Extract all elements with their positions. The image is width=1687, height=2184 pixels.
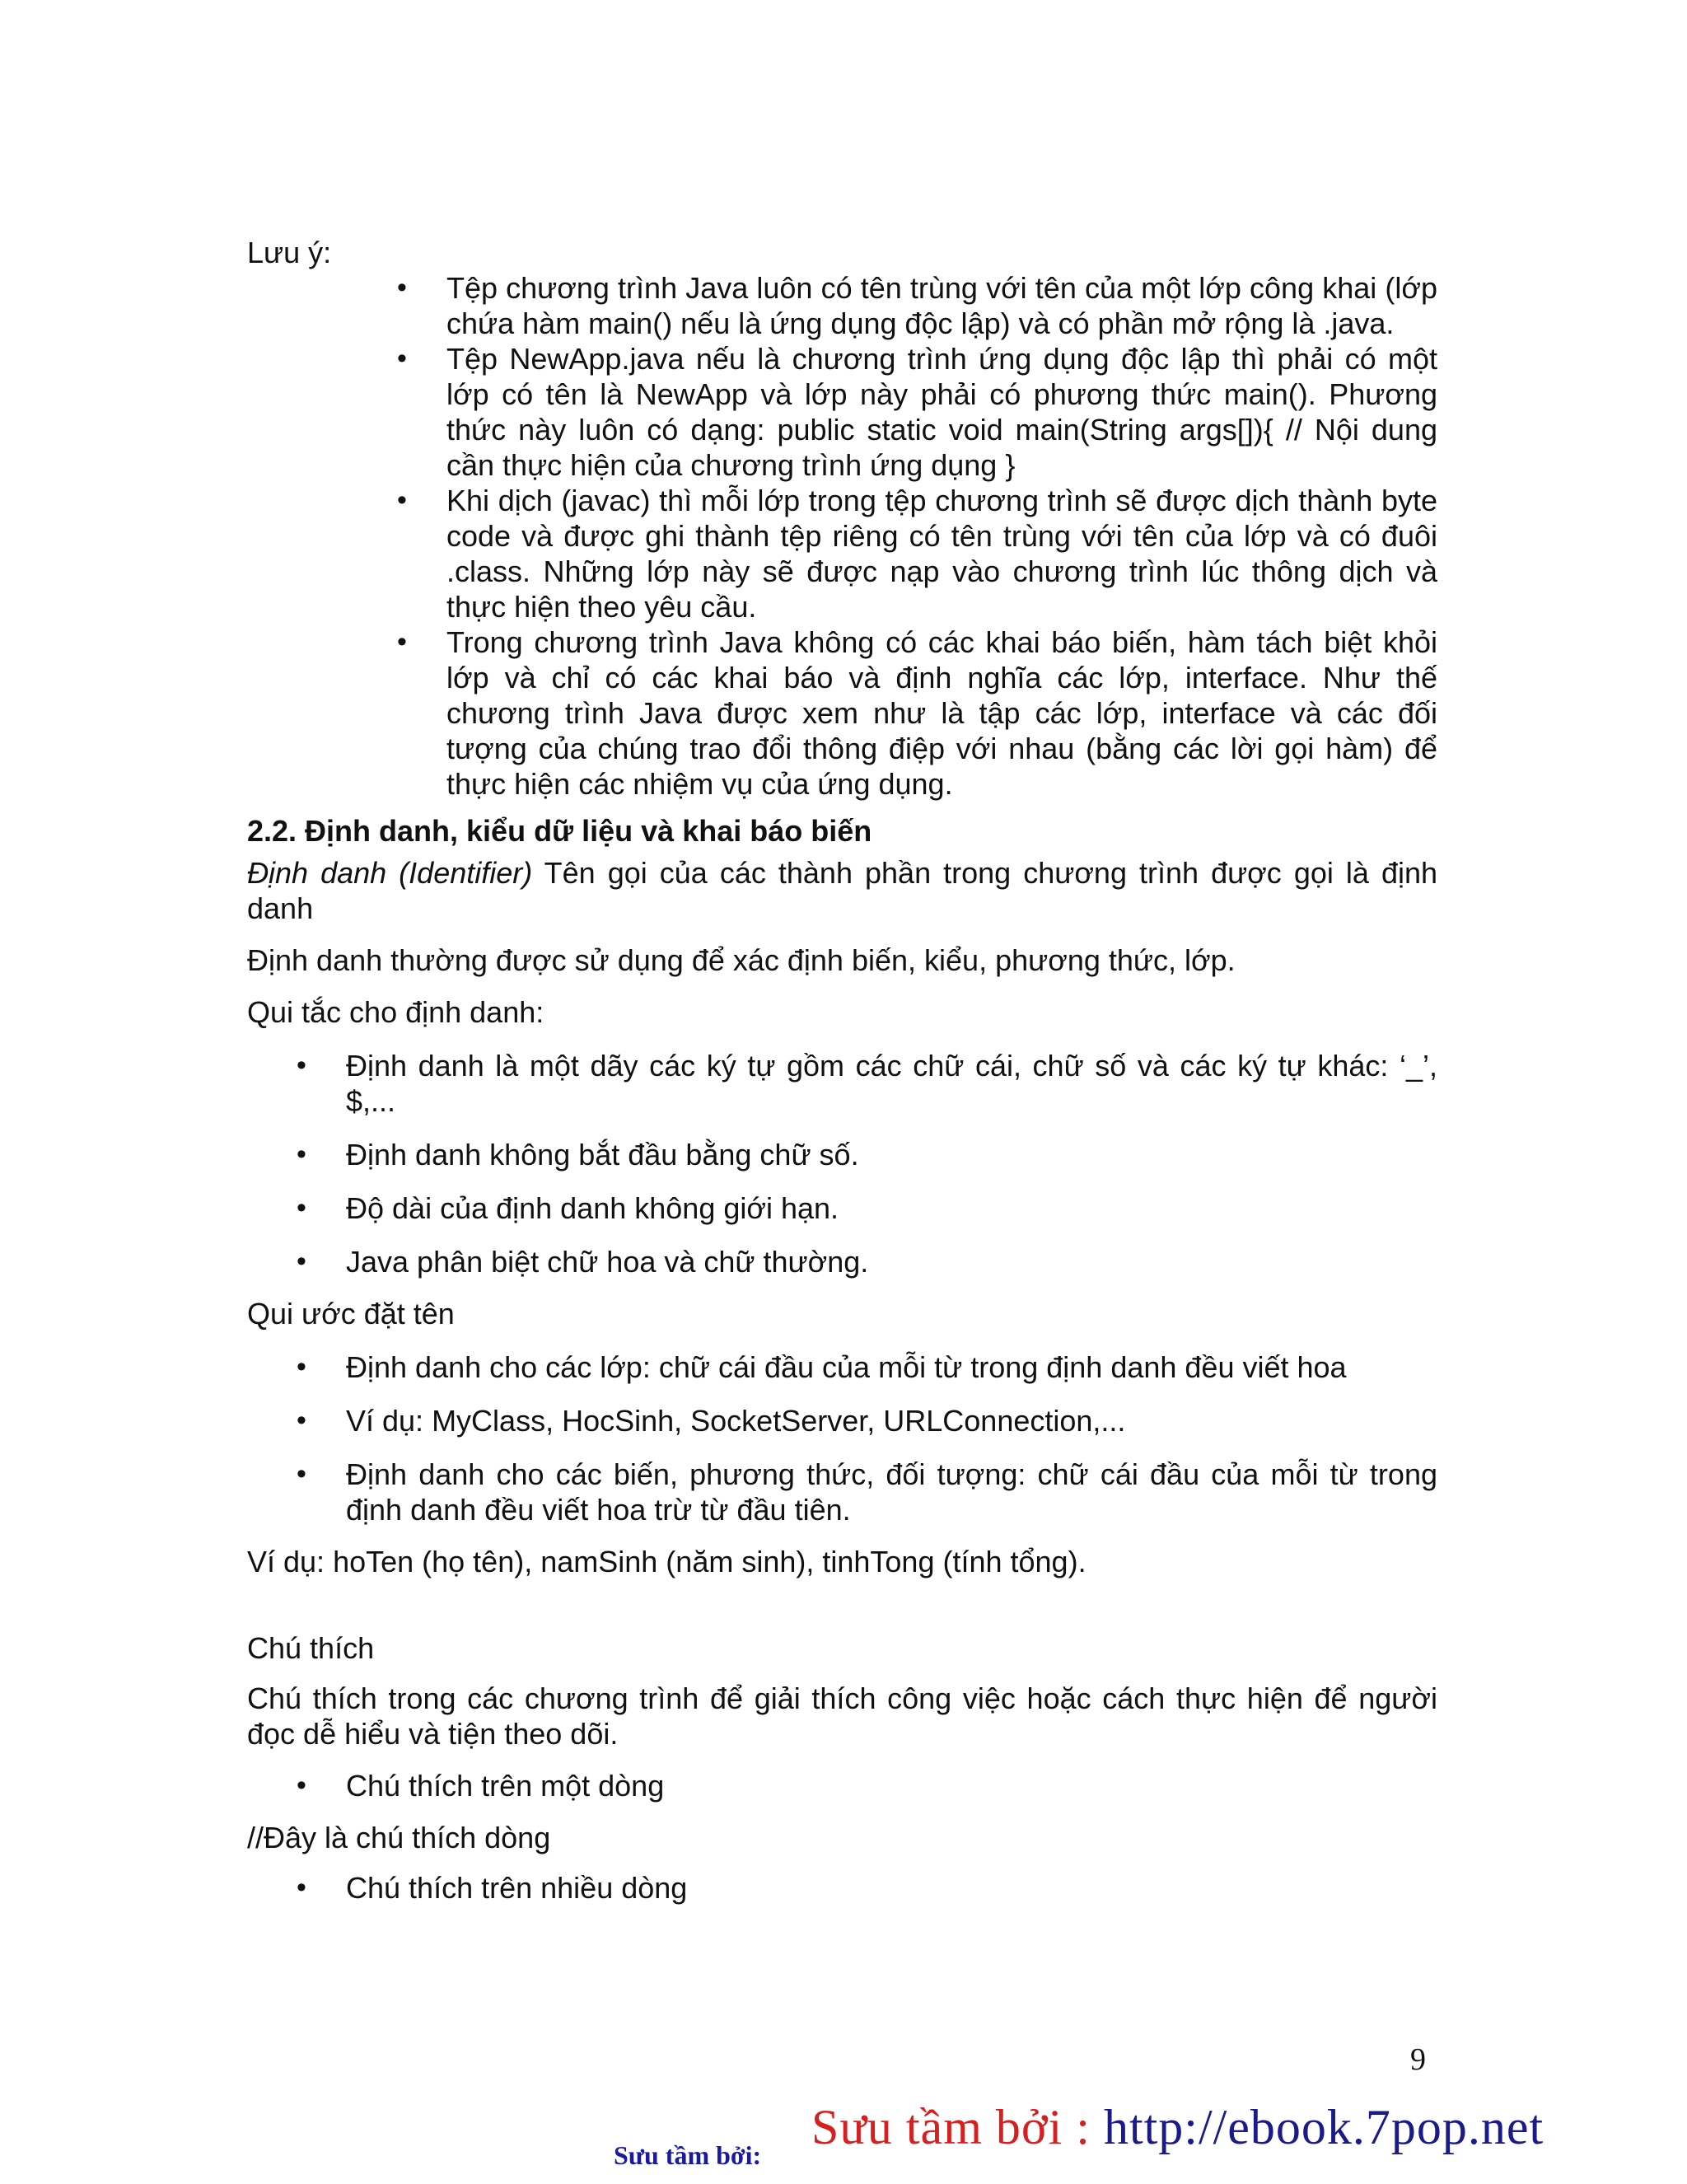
section-heading: 2.2. Định danh, kiểu dữ liệu và khai báo biến	[247, 814, 872, 848]
comment-single-example: //Đây là chú thích dòng	[247, 1821, 551, 1854]
bullet-icon: •	[397, 484, 407, 516]
list-item: • Java phân biệt chữ hoa và chữ thường.	[297, 1245, 869, 1279]
identifier-definition	[247, 855, 1437, 926]
page-number: 9	[1410, 2042, 1426, 2077]
comment-description: Chú thích trong các chương trình để giải thích công việc hoặc cách thực hiện để người đọc dễ hiểu và tiện theo dõi.	[247, 1681, 1437, 1751]
list-item: • Tệp NewApp.java nếu là chương trình ứng dụng độc lập thì phải có một lớp có tên là NewApp và lớp này phải có phương thức main(). Phương thức này luôn có dạng: public static void main(String args[]){ // Nội dung cần thực hiện của chương trình ứng dụng }	[397, 342, 1437, 482]
comment-multi-list	[247, 1870, 1437, 1906]
note-title: Lưu ý:	[247, 236, 332, 269]
bullet-icon: •	[297, 1770, 306, 1801]
bullet-icon: •	[397, 626, 407, 657]
list-item: • Chú thích trên một dòng	[297, 1769, 665, 1803]
identifier-definition-text: Tên gọi của các thành phần trong chương trình được gọi là định danh	[247, 856, 1438, 925]
naming-list	[247, 1349, 1437, 1527]
bullet-icon: •	[297, 1405, 306, 1436]
list-item: • Độ dài của định danh không giới hạn.	[297, 1191, 839, 1225]
bullet-icon: •	[297, 1050, 306, 1081]
bullet-icon: •	[397, 272, 407, 303]
bullet-icon: •	[397, 343, 407, 374]
identifier-term: Định danh (Identifier)	[247, 856, 533, 890]
footer-label: Sưu tầm bởi:	[614, 2140, 762, 2170]
spacer	[247, 1596, 1437, 1630]
naming-title: Qui ước đặt tên	[247, 1297, 455, 1331]
rules-title: Qui tắc cho định danh:	[247, 995, 544, 1029]
bullet-icon: •	[297, 1246, 306, 1277]
bullet-icon: •	[297, 1872, 306, 1903]
naming-example: Ví dụ: hoTen (họ tên), namSinh (năm sinh), tinhTong (tính tổng).	[247, 1545, 1087, 1578]
bullet-icon: •	[297, 1458, 306, 1490]
bullet-icon: •	[297, 1192, 306, 1223]
page-content	[247, 235, 1437, 1922]
list-item: • Định danh không bắt đầu bằng chữ số.	[297, 1138, 859, 1172]
list-item: • Ví dụ: MyClass, HocSinh, SocketServer, URLConnection,...	[297, 1404, 1126, 1438]
comment-single-list	[247, 1768, 1437, 1803]
list-item: • Tệp chương trình Java luôn có tên trùng với tên của một lớp công khai (lớp chứa hàm main() nếu là ứng dụng độc lập) và có phần mở rộng là .java.	[397, 271, 1437, 340]
comment-title: Chú thích	[247, 1631, 375, 1665]
list-item: • Định danh cho các biến, phương thức, đối tượng: chữ cái đầu của mỗi từ trong định danh đều viết hoa trừ từ đầu tiên.	[297, 1457, 1437, 1527]
bullet-icon: •	[297, 1351, 306, 1382]
watermark-link: http://ebook.7pop.net	[1103, 2100, 1544, 2154]
bullet-icon: •	[297, 1139, 306, 1170]
list-item: • Khi dịch (javac) thì mỗi lớp trong tệp chương trình sẽ được dịch thành byte code và được ghi thành tệp riêng có tên trùng với tên của lớp và có đuôi .class. Những lớp này sẽ được nạp vào chương trình lúc thông dịch và thực hiện theo yêu cầu.	[397, 484, 1437, 624]
rules-list	[247, 1048, 1437, 1279]
watermark	[811, 2099, 1544, 2156]
list-item: • Định danh là một dãy các ký tự gồm các chữ cái, chữ số và các ký tự khác: ‘_’, $,...	[297, 1049, 1437, 1118]
list-item: • Chú thích trên nhiều dòng	[297, 1871, 688, 1905]
note-list	[247, 270, 1437, 802]
identifier-usage: Định danh thường được sử dụng để xác định biến, kiểu, phương thức, lớp.	[247, 943, 1236, 977]
list-item: • Trong chương trình Java không có các khai báo biến, hàm tách biệt khỏi lớp và chỉ có các khai báo và định nghĩa các lớp, interface. Như thế chương trình Java được xem như là tập các lớp, interface và các đối tượng của chúng trao đổi thông điệp với nhau (bằng các lời gọi hàm) để thực hiện các nhiệm vụ của ứng dụng.	[397, 625, 1437, 801]
watermark-label: Sưu tầm bởi :	[811, 2100, 1104, 2154]
list-item: • Định danh cho các lớp: chữ cái đầu của mỗi từ trong định danh đều viết hoa	[297, 1350, 1347, 1384]
